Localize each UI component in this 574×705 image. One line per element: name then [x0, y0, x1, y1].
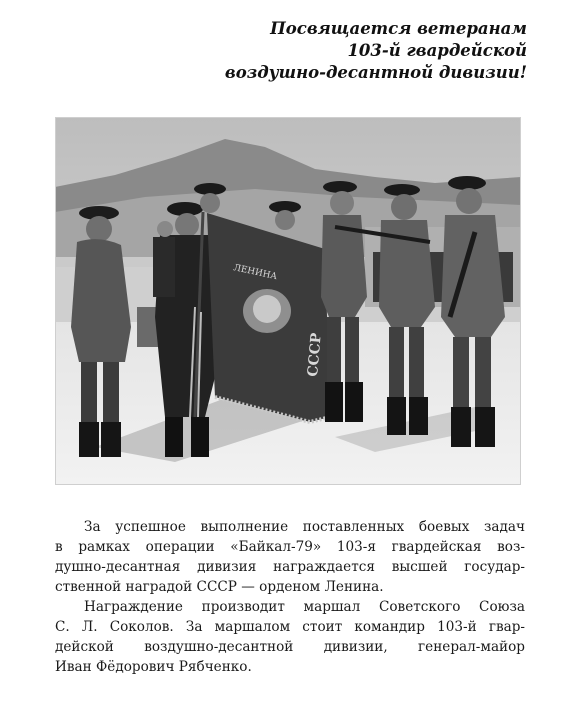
dedication-heading: [127, 18, 527, 84]
banner-text-right: СССР: [305, 332, 325, 378]
paragraph-2-line-2: С. Л. Соколов. За маршалом стоит командир 103-й гвар-: [55, 619, 525, 635]
paragraph-2-line-4: Иван Фёдорович Рябченко.: [55, 659, 252, 675]
banner-text-left: ЛЕНИНА: [232, 263, 278, 283]
paragraph-1-line-1: За успешное выполнение поставленных боевых задач: [84, 519, 525, 535]
paragraph-1-line-4: ственной наградой СССР — орденом Ленина.: [55, 579, 384, 595]
paragraph-1-line-3: душно-десантная дивизия награждается высшей государ-: [55, 559, 525, 575]
dedication-line-1: Посвящается ветеранам: [270, 19, 527, 38]
historical-photo: [55, 117, 521, 485]
dedication-line-3: воздушно-десантной дивизии!: [224, 63, 527, 82]
paragraph-1-line-2: в рамках операции «Байкал-79» 103-я гвардейская воз-: [55, 539, 525, 555]
paragraph-2-line-3: дейской воздушно-десантной дивизии, генерал-майор: [55, 639, 525, 655]
paragraph-2-line-1: Награждение производит маршал Советского Союза: [84, 599, 525, 615]
body-text: [55, 517, 525, 677]
dedication-line-2: 103-й гвардейской: [347, 41, 527, 60]
